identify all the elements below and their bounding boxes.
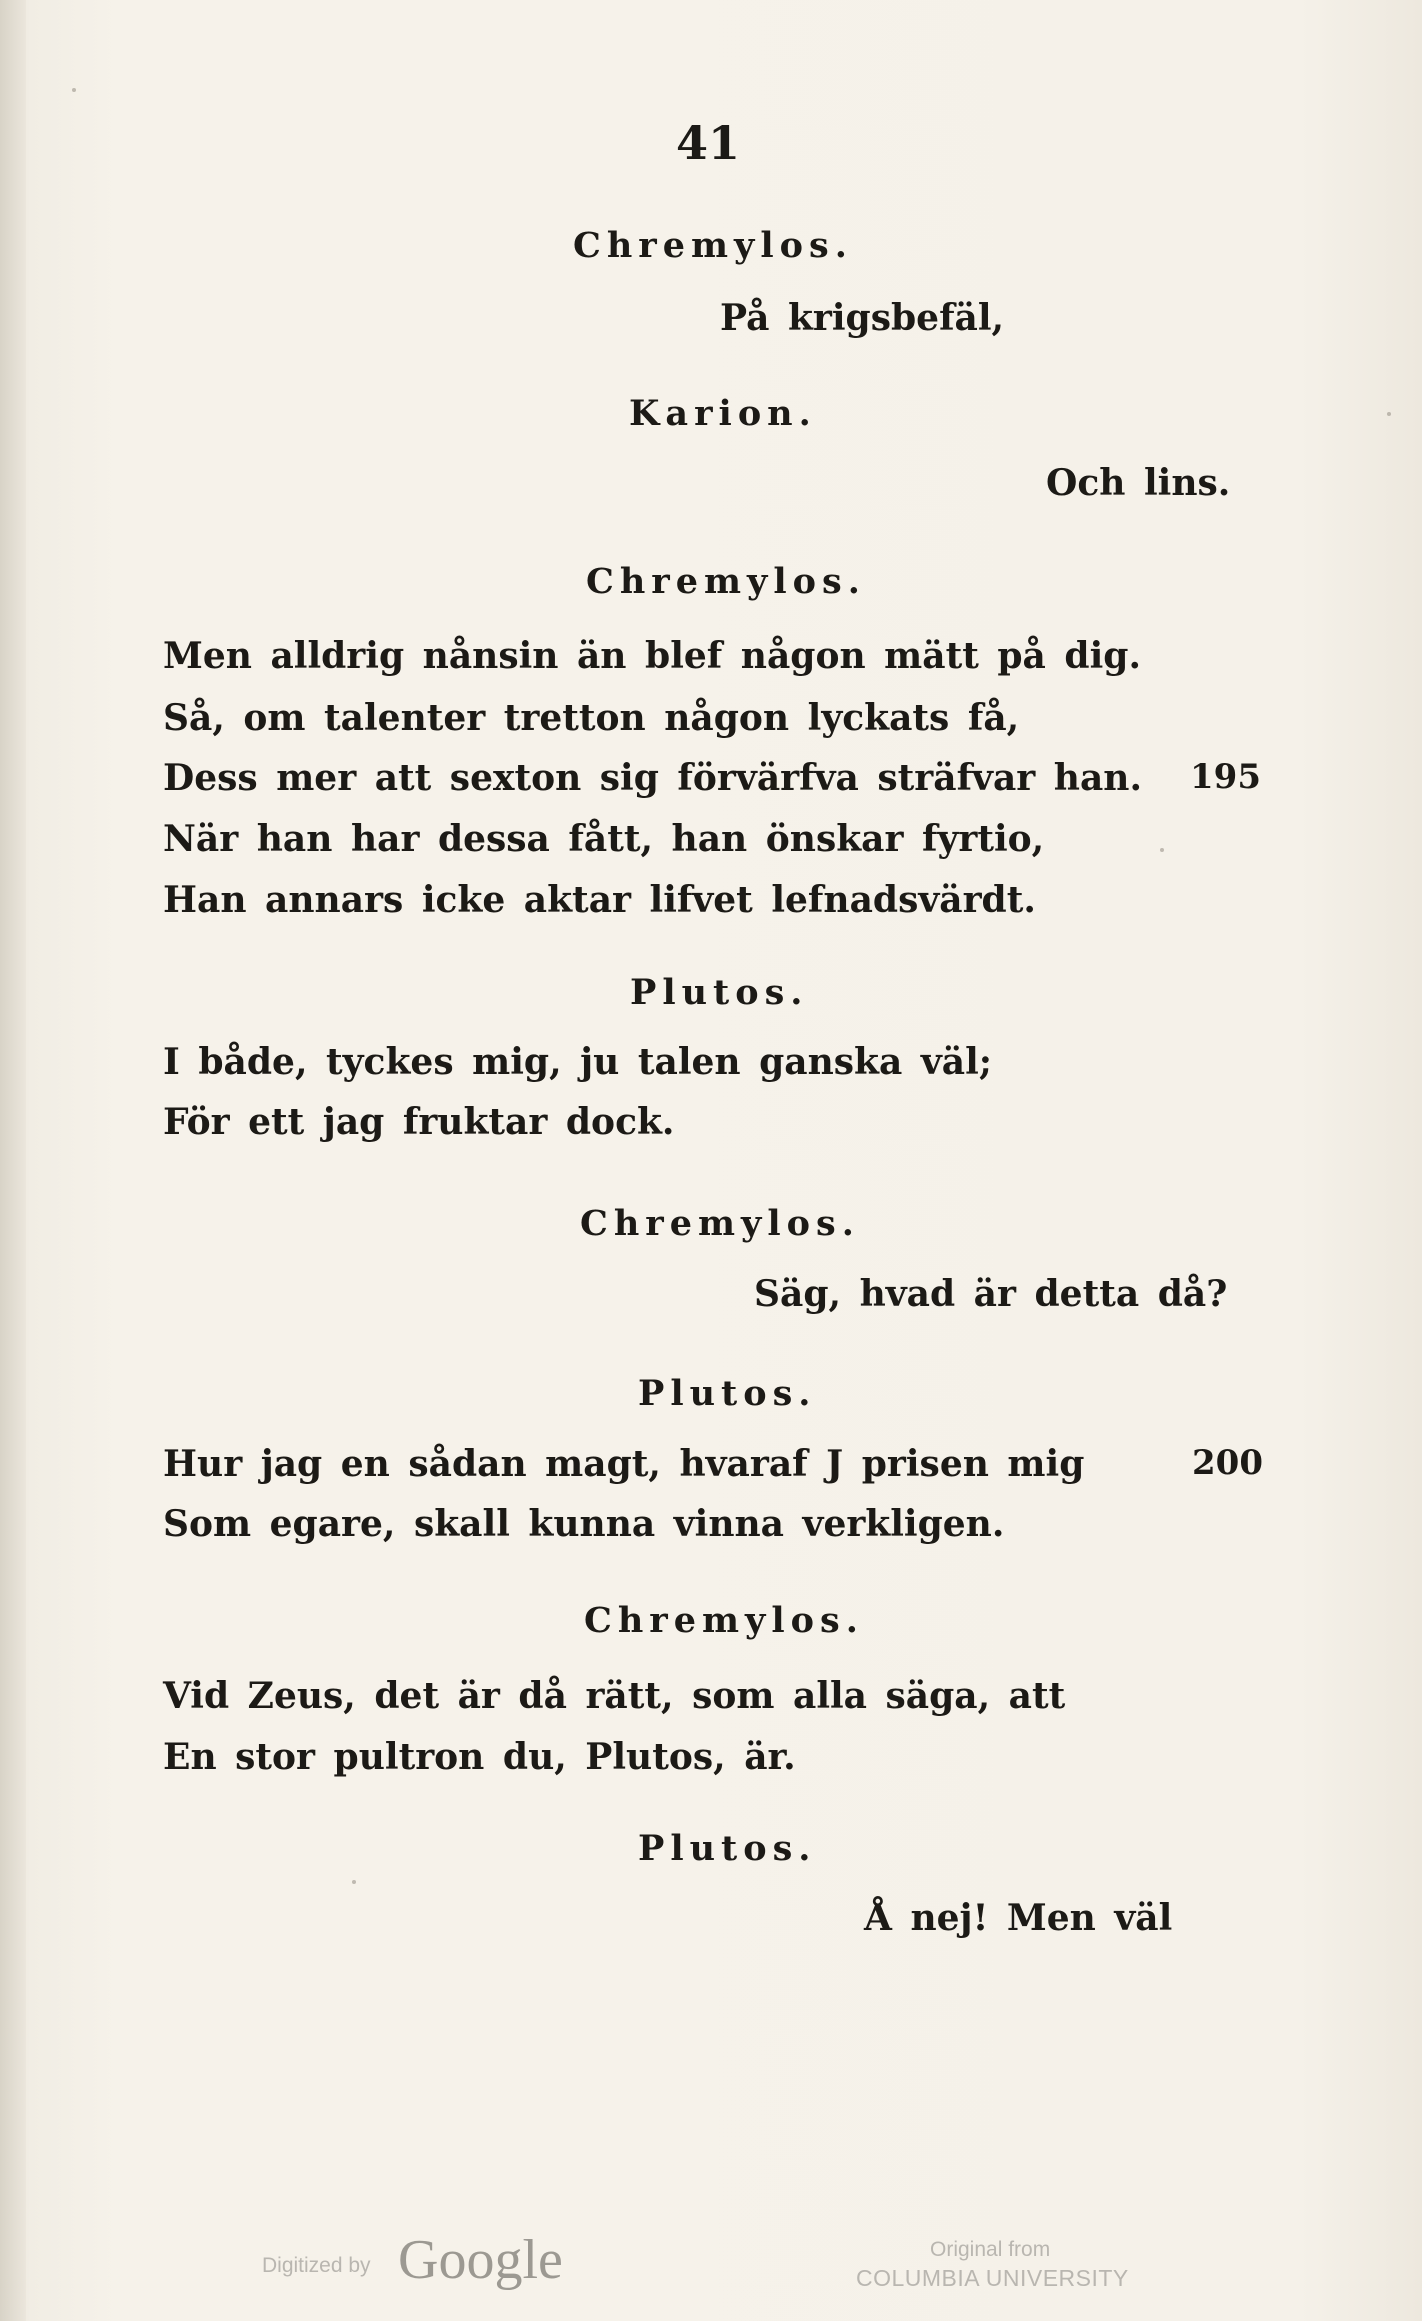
speaker-chremylos: Chremylos. <box>586 561 866 602</box>
speaker-plutos: Plutos. <box>638 1373 817 1414</box>
speaker-chremylos: Chremylos. <box>580 1203 860 1244</box>
verse-line: Vid Zeus, det är då rätt, som alla säga, att <box>163 1675 1066 1717</box>
speaker-plutos: Plutos. <box>630 972 809 1013</box>
ink-speck <box>1160 848 1164 852</box>
page-number: 41 <box>676 116 741 170</box>
verse-line: Å nej! Men väl <box>864 1897 1173 1939</box>
google-logo: Google <box>398 2229 563 2291</box>
ink-speck <box>1387 412 1391 416</box>
speaker-chremylos: Chremylos. <box>584 1600 864 1641</box>
verse-line: Säg, hvad är detta då? <box>754 1273 1228 1315</box>
verse-line: Som egare, skall kunna vinna verkligen. <box>163 1503 1005 1545</box>
verse-line: I både, tyckes mig, ju talen ganska väl; <box>163 1041 993 1083</box>
speaker-plutos: Plutos. <box>638 1828 817 1869</box>
verse-line: Så, om talenter tretton någon lyckats få, <box>163 697 1020 739</box>
ink-speck <box>72 88 76 92</box>
verse-line: När han har dessa fått, han önskar fyrtio, <box>163 818 1045 860</box>
verse-line: På krigsbefäl, <box>720 297 1005 339</box>
verse-line: En stor pultron du, Plutos, är. <box>163 1736 796 1778</box>
source-library-label: COLUMBIA UNIVERSITY <box>856 2265 1129 2291</box>
verse-line: För ett jag fruktar dock. <box>163 1101 675 1143</box>
original-from-label: Original from <box>930 2238 1051 2261</box>
verse-line: Hur jag en sådan magt, hvaraf J prisen mig <box>163 1443 1085 1485</box>
speaker-chremylos: Chremylos. <box>573 225 853 266</box>
ink-speck <box>352 1880 356 1884</box>
binding-edge <box>0 0 26 2321</box>
digitized-by-label: Digitized by <box>262 2254 371 2277</box>
verse-line: Och lins. <box>1046 462 1231 504</box>
verse-line: Dess mer att sexton sig förvärfva sträfvar han. <box>163 757 1143 799</box>
verse-line: Men alldrig nånsin än blef någon mätt på dig. <box>163 635 1141 677</box>
line-number-200: 200 <box>1192 1443 1263 1483</box>
line-number-195: 195 <box>1190 757 1261 797</box>
verse-line: Han annars icke aktar lifvet lefnadsvärdt. <box>163 879 1036 921</box>
speaker-karion: Karion. <box>629 393 817 434</box>
